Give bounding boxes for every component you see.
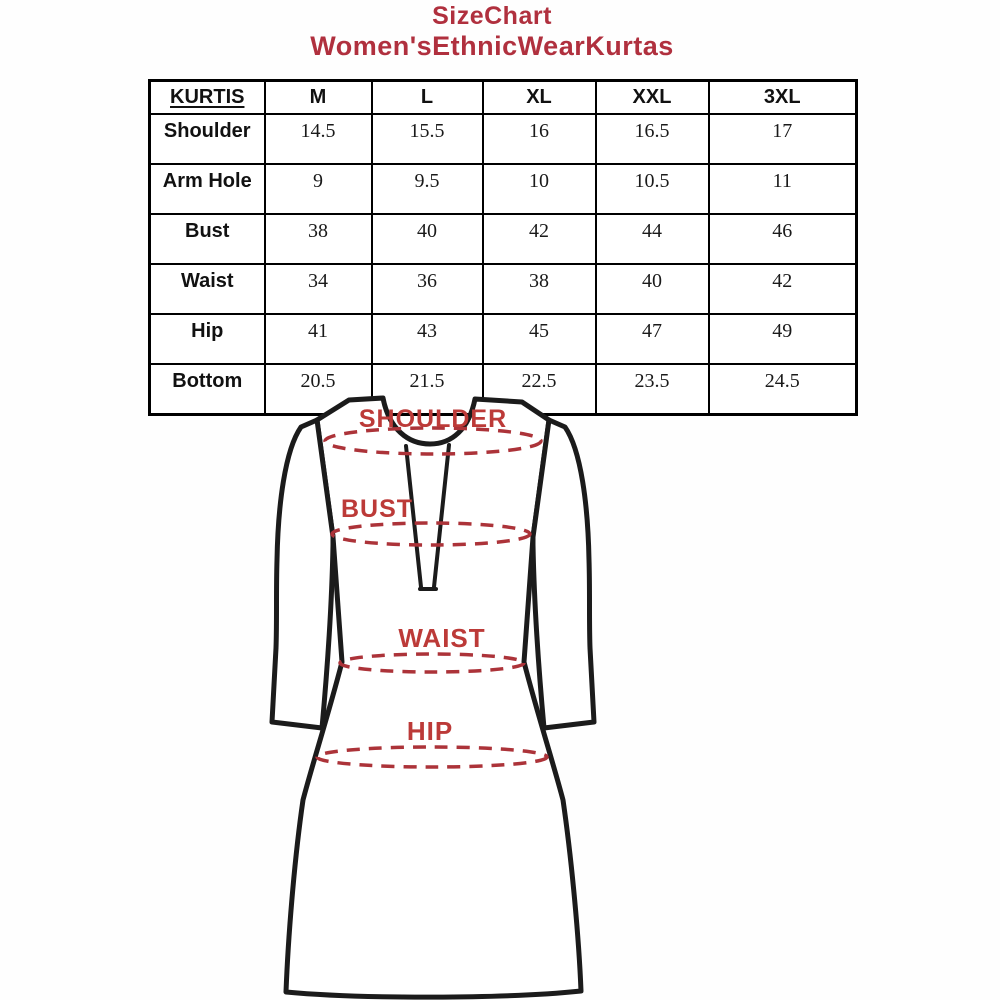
size-value: 47 [596, 314, 709, 364]
kurta-left-sleeve [272, 420, 333, 728]
kurta-body-outline [286, 398, 581, 997]
size-value: 44 [596, 214, 709, 264]
size-value: 9 [265, 164, 372, 214]
size-value: 46 [709, 214, 857, 264]
size-value: 24.5 [709, 364, 857, 415]
size-value: 15.5 [372, 114, 483, 164]
waist-label: WAIST [398, 623, 486, 653]
size-value: 20.5 [265, 364, 372, 415]
bust-label: BUST [341, 495, 414, 523]
measurement-label: Hip [150, 314, 265, 364]
size-value: 36 [372, 264, 483, 314]
size-value: 40 [372, 214, 483, 264]
column-header-xxl: XXL [596, 81, 709, 115]
size-value: 38 [265, 214, 372, 264]
kurtis-label: KURTIS [170, 86, 245, 108]
size-value: 34 [265, 264, 372, 314]
size-value: 23.5 [596, 364, 709, 415]
column-header-m: M [265, 81, 372, 115]
size-value: 49 [709, 314, 857, 364]
size-value: 42 [709, 264, 857, 314]
page-subtitle: Women'sEthnicWearKurtas [310, 31, 674, 61]
measurement-label: Shoulder [150, 114, 265, 164]
size-value: 9.5 [372, 164, 483, 214]
size-value: 10 [483, 164, 596, 214]
size-value: 11 [709, 164, 857, 214]
measurement-label: Waist [150, 264, 265, 314]
hip-label: HIP [406, 716, 454, 746]
size-value: 21.5 [372, 364, 483, 415]
size-value: 17 [709, 114, 857, 164]
size-value: 41 [265, 314, 372, 364]
size-value: 14.5 [265, 114, 372, 164]
size-value: 10.5 [596, 164, 709, 214]
size-value: 40 [596, 264, 709, 314]
size-value: 38 [483, 264, 596, 314]
size-value: 22.5 [483, 364, 596, 415]
measurement-label: Bottom [150, 364, 265, 415]
size-value: 42 [483, 214, 596, 264]
size-value: 16.5 [596, 114, 709, 164]
size-value: 16 [483, 114, 596, 164]
column-header-l: L [372, 81, 483, 115]
size-value: 43 [372, 314, 483, 364]
size-value: 45 [483, 314, 596, 364]
shoulder-label: SHOULDER [358, 405, 508, 433]
page-title: SizeChart [432, 2, 552, 30]
column-header-3xl: 3XL [709, 81, 857, 115]
measurement-label: Arm Hole [150, 164, 265, 214]
column-header-xl: XL [483, 81, 596, 115]
kurta-right-sleeve [533, 420, 594, 728]
measurement-label: Bust [150, 214, 265, 264]
